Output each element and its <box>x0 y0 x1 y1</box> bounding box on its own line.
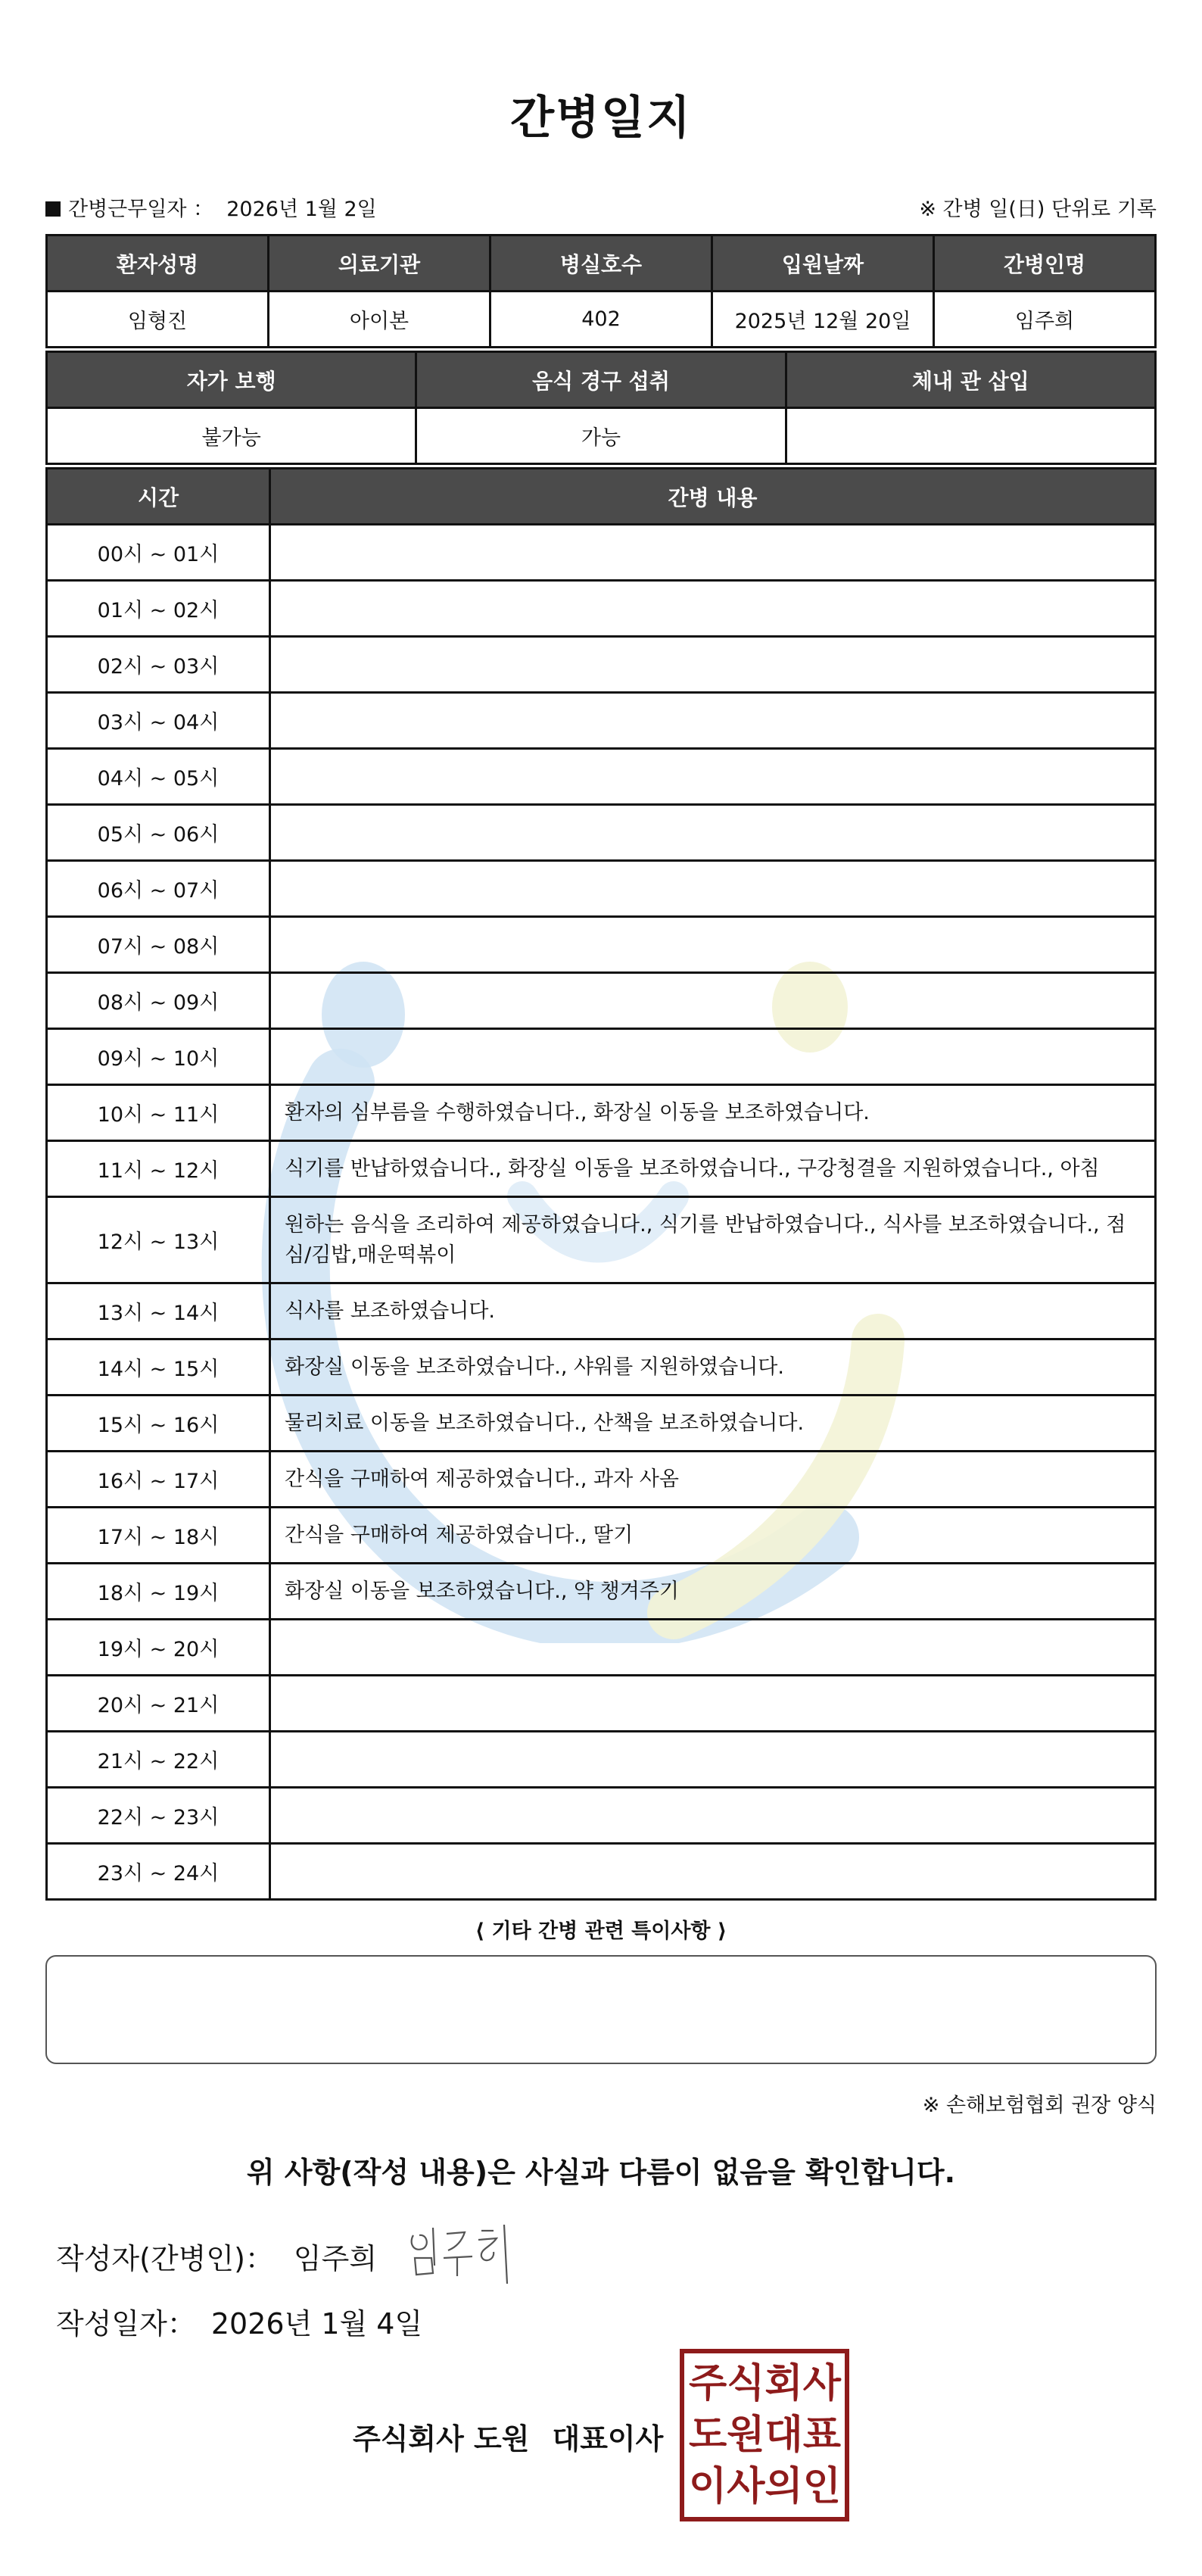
log-time: 09시 ~ 10시 <box>47 1029 270 1085</box>
room-number: 402 <box>490 292 712 348</box>
log-content: 식기를 반납하였습니다., 화장실 이동을 보조하였습니다., 구강청결을 지원하였습니다., 아침 <box>270 1141 1156 1197</box>
table-row <box>47 525 1156 581</box>
log-time: 05시 ~ 06시 <box>47 805 270 861</box>
table-row <box>47 1732 1156 1788</box>
seal-char: 표 <box>802 2412 841 2458</box>
log-content <box>270 973 1156 1029</box>
confirmation-statement: 위 사항(작성 내용)은 사실과 다름이 없음을 확인합니다. <box>246 2156 956 2189</box>
log-content <box>270 693 1156 749</box>
writer-label: 작성자(간병인)： <box>56 2242 274 2275</box>
seal-char: 원 <box>727 2412 765 2458</box>
table-row <box>47 1197 1156 1283</box>
table-row <box>47 1283 1156 1339</box>
log-time: 18시 ~ 19시 <box>47 1564 270 1620</box>
log-time: 19시 ~ 20시 <box>47 1620 270 1676</box>
log-time: 23시 ~ 24시 <box>47 1844 270 1900</box>
log-time: 13시 ~ 14시 <box>47 1283 270 1339</box>
write-date-value: 2026년 1월 4일 <box>210 2307 423 2341</box>
table-row <box>47 917 1156 973</box>
patient-name: 임형진 <box>47 292 269 348</box>
self-walking-value: 불가능 <box>47 408 416 464</box>
seal-char: 도 <box>689 2412 727 2458</box>
table-row <box>47 1620 1156 1676</box>
company-line <box>353 2415 663 2457</box>
header-care-content: 간병 내용 <box>270 469 1156 525</box>
company-seal-stamp <box>680 2349 849 2521</box>
header-self-walking: 자가 보행 <box>47 352 416 408</box>
log-time: 06시 ~ 07시 <box>47 861 270 917</box>
table-row <box>47 1564 1156 1620</box>
table-row <box>47 1396 1156 1452</box>
header-time: 시간 <box>47 469 270 525</box>
log-time: 15시 ~ 16시 <box>47 1396 270 1452</box>
patient-status-table <box>45 351 1157 465</box>
log-time: 01시 ~ 02시 <box>47 581 270 637</box>
table-row <box>47 973 1156 1029</box>
work-date-label: 간병근무일자 ： <box>68 198 214 221</box>
work-date-line <box>45 192 377 222</box>
writer-line <box>56 2235 377 2277</box>
log-content <box>270 525 1156 581</box>
admission-date: 2025년 12월 20일 <box>712 292 934 348</box>
log-content <box>270 805 1156 861</box>
table-row <box>47 1085 1156 1141</box>
seal-char: 사 <box>802 2361 841 2406</box>
log-content <box>270 1844 1156 1900</box>
log-content: 환자의 심부름을 수행하였습니다., 화장실 이동을 보조하였습니다. <box>270 1085 1156 1141</box>
table-row <box>47 1844 1156 1900</box>
page-title: 간병일지 <box>510 92 692 145</box>
table-row <box>47 1029 1156 1085</box>
log-time: 17시 ~ 18시 <box>47 1508 270 1564</box>
table-row <box>47 637 1156 693</box>
log-content: 물리치료 이동을 보조하였습니다., 산책을 보조하였습니다. <box>270 1396 1156 1452</box>
log-content: 화장실 이동을 보조하였습니다., 약 챙겨주기 <box>270 1564 1156 1620</box>
patient-info-table <box>45 234 1157 348</box>
oral-intake-value: 가능 <box>416 408 786 464</box>
hospital: 아이본 <box>269 292 490 348</box>
log-content <box>270 1676 1156 1732</box>
seal-char: 이 <box>689 2464 727 2509</box>
log-time: 16시 ~ 17시 <box>47 1452 270 1508</box>
log-time: 04시 ~ 05시 <box>47 749 270 805</box>
log-content <box>270 1029 1156 1085</box>
seal-char: 대 <box>764 2412 803 2458</box>
log-time: 02시 ~ 03시 <box>47 637 270 693</box>
log-content <box>270 1620 1156 1676</box>
log-time: 10시 ~ 11시 <box>47 1085 270 1141</box>
company-name: 주식회사 도원 <box>353 2422 530 2456</box>
square-bullet-icon <box>45 201 61 217</box>
table-row <box>47 805 1156 861</box>
log-content <box>270 581 1156 637</box>
log-time: 00시 ~ 01시 <box>47 525 270 581</box>
table-row <box>47 693 1156 749</box>
log-time: 20시 ~ 21시 <box>47 1676 270 1732</box>
header-admission-date: 입원날짜 <box>712 235 934 292</box>
header-room: 병실호수 <box>490 235 712 292</box>
special-notes-box <box>45 1955 1157 2064</box>
log-content: 화장실 이동을 보조하였습니다., 샤워를 지원하였습니다. <box>270 1339 1156 1396</box>
table-row <box>47 861 1156 917</box>
seal-char: 인 <box>802 2464 841 2509</box>
special-notes-label: ⟨ 기타 간병 관련 특이사항 ⟩ <box>475 1920 727 1943</box>
log-content: 간식을 구매하여 제공하였습니다., 딸기 <box>270 1508 1156 1564</box>
work-date-value: 2026년 1월 2일 <box>226 198 377 221</box>
log-time: 21시 ~ 22시 <box>47 1732 270 1788</box>
caregiver-name: 임주희 <box>934 292 1156 348</box>
log-content: 식사를 보조하였습니다. <box>270 1283 1156 1339</box>
company-title: 대표이사 <box>552 2422 664 2456</box>
log-time: 22시 ~ 23시 <box>47 1788 270 1844</box>
log-time: 14시 ~ 15시 <box>47 1339 270 1396</box>
table-row <box>47 581 1156 637</box>
recommend-note: ※ 손해보험협회 권장 양식 <box>922 2094 1157 2117</box>
log-time: 12시 ~ 13시 <box>47 1197 270 1283</box>
write-date-label: 작성일자： <box>56 2307 196 2341</box>
log-content <box>270 861 1156 917</box>
table-row <box>47 749 1156 805</box>
record-unit-note: ※ 간병 일(日) 단위로 기록 <box>919 198 1157 221</box>
care-log-table <box>45 467 1157 1901</box>
table-row <box>47 1676 1156 1732</box>
log-time: 03시 ~ 04시 <box>47 693 270 749</box>
seal-char: 사 <box>727 2464 765 2509</box>
header-hospital: 의료기관 <box>269 235 490 292</box>
header-patient-name: 환자성명 <box>47 235 269 292</box>
log-content: 간식을 구매하여 제공하였습니다., 과자 사옴 <box>270 1452 1156 1508</box>
log-content <box>270 917 1156 973</box>
header-tube-insertion: 체내 관 삽입 <box>786 352 1155 408</box>
table-row <box>47 1788 1156 1844</box>
log-content <box>270 1732 1156 1788</box>
log-content <box>270 749 1156 805</box>
log-content <box>270 637 1156 693</box>
write-date-line <box>56 2300 422 2342</box>
log-content <box>270 1788 1156 1844</box>
log-time: 11시 ~ 12시 <box>47 1141 270 1197</box>
header-caregiver-name: 간병인명 <box>934 235 1156 292</box>
log-time: 07시 ~ 08시 <box>47 917 270 973</box>
tube-insertion-value <box>786 408 1155 464</box>
table-row <box>47 1141 1156 1197</box>
seal-char: 주 <box>689 2361 727 2406</box>
header-oral-intake: 음식 경구 섭취 <box>416 352 786 408</box>
writer-name: 임주희 <box>293 2242 378 2275</box>
seal-char: 회 <box>764 2361 803 2406</box>
seal-char: 의 <box>764 2464 803 2509</box>
log-content: 원하는 음식을 조리하여 제공하였습니다., 식기를 반납하였습니다., 식사를 보조하였습니다., 점심/김밥,매운떡볶이 <box>270 1197 1156 1283</box>
table-row <box>47 1339 1156 1396</box>
table-row <box>47 1452 1156 1508</box>
seal-char: 식 <box>727 2361 765 2406</box>
log-time: 08시 ~ 09시 <box>47 973 270 1029</box>
handwritten-signature-icon <box>406 2220 519 2288</box>
table-row <box>47 1508 1156 1564</box>
